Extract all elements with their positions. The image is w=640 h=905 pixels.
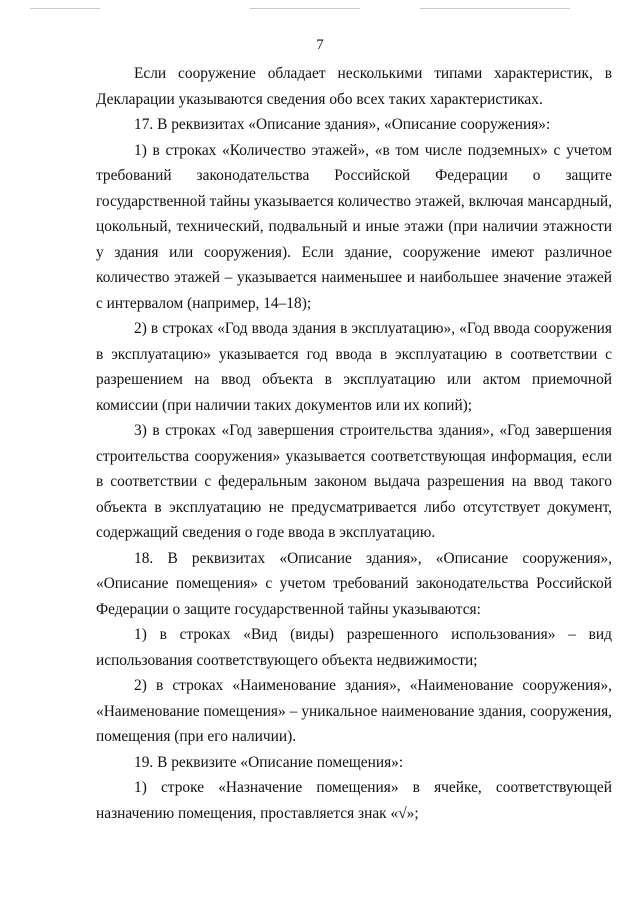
paragraph-18-2-name: 2) в строках «Наименование здания», «Наименование сооружения», «Наименование помещения» – уникальное наименование здания, сооружения, помещения (при его наличии). [96, 677, 612, 745]
page-number: 7 [316, 37, 324, 53]
paragraph-18-1-permitted-use: 1) в строках «Вид (виды) разрешенного использования» – вид использования соответствующего объекта недвижимости; [96, 626, 612, 669]
paragraph-17-3-construction-completion: 3) в строках «Год завершения строительства здания», «Год завершения строительства сооружения» указывается соответствующая информация, если в соответствии с федеральным законом выдача разрешения на ввод такого объекта в эксплуатацию не предусматривается либо отсутствует документ, содержащий сведения о годе ввода в эксплуатацию. [96, 422, 612, 541]
paragraph-item-18: 18. В реквизитах «Описание здания», «Описание сооружения», «Описание помещения» с учетом требований законодательства Российской Федерации о защите государственной тайны указываются: [96, 549, 612, 618]
paragraph-19-1-purpose: 1) строке «Назначение помещения» в ячейке, соответствующей назначению помещения, проставляется знак «√»; [96, 779, 612, 822]
scan-artifact-line [30, 8, 100, 9]
scan-artifact-line [420, 8, 570, 9]
paragraph-17-2-commissioning-year: 2) в строках «Год ввода здания в эксплуатацию», «Год ввода сооружения в эксплуатацию» указывается год ввода в эксплуатацию в соответствии с разрешением на ввод объекта в эксплуатацию или актом приемочной комиссии (при наличии таких документов или их копий); [96, 320, 612, 414]
paragraph-item-19: 19. В реквизите «Описание помещения»: [134, 753, 404, 771]
scan-artifact-line [250, 8, 360, 9]
paragraph-17-1-floors: 1) в строках «Количество этажей», «в том числе подземных» с учетом требований законодательства Российской Федерации о защите государственной тайны указывается количество этажей, включая мансардный, цокольный, технический, подвальный и иные этажи (при наличии этажности у здания или сооружения). Если здание, сооружение имеют различное количество этажей – указывается наименьшее и наибольшее значение этажей с интервалом (например, 14–18); [96, 141, 612, 312]
paragraph-item-17: 17. В реквизитах «Описание здания», «Описание сооружения»: [134, 116, 551, 133]
document-body [96, 61, 612, 826]
paragraph-multiple-characteristics: Если сооружение обладает несколькими типами характеристик, в Декларации указываются сведения обо всех таких характеристиках. [96, 65, 612, 108]
